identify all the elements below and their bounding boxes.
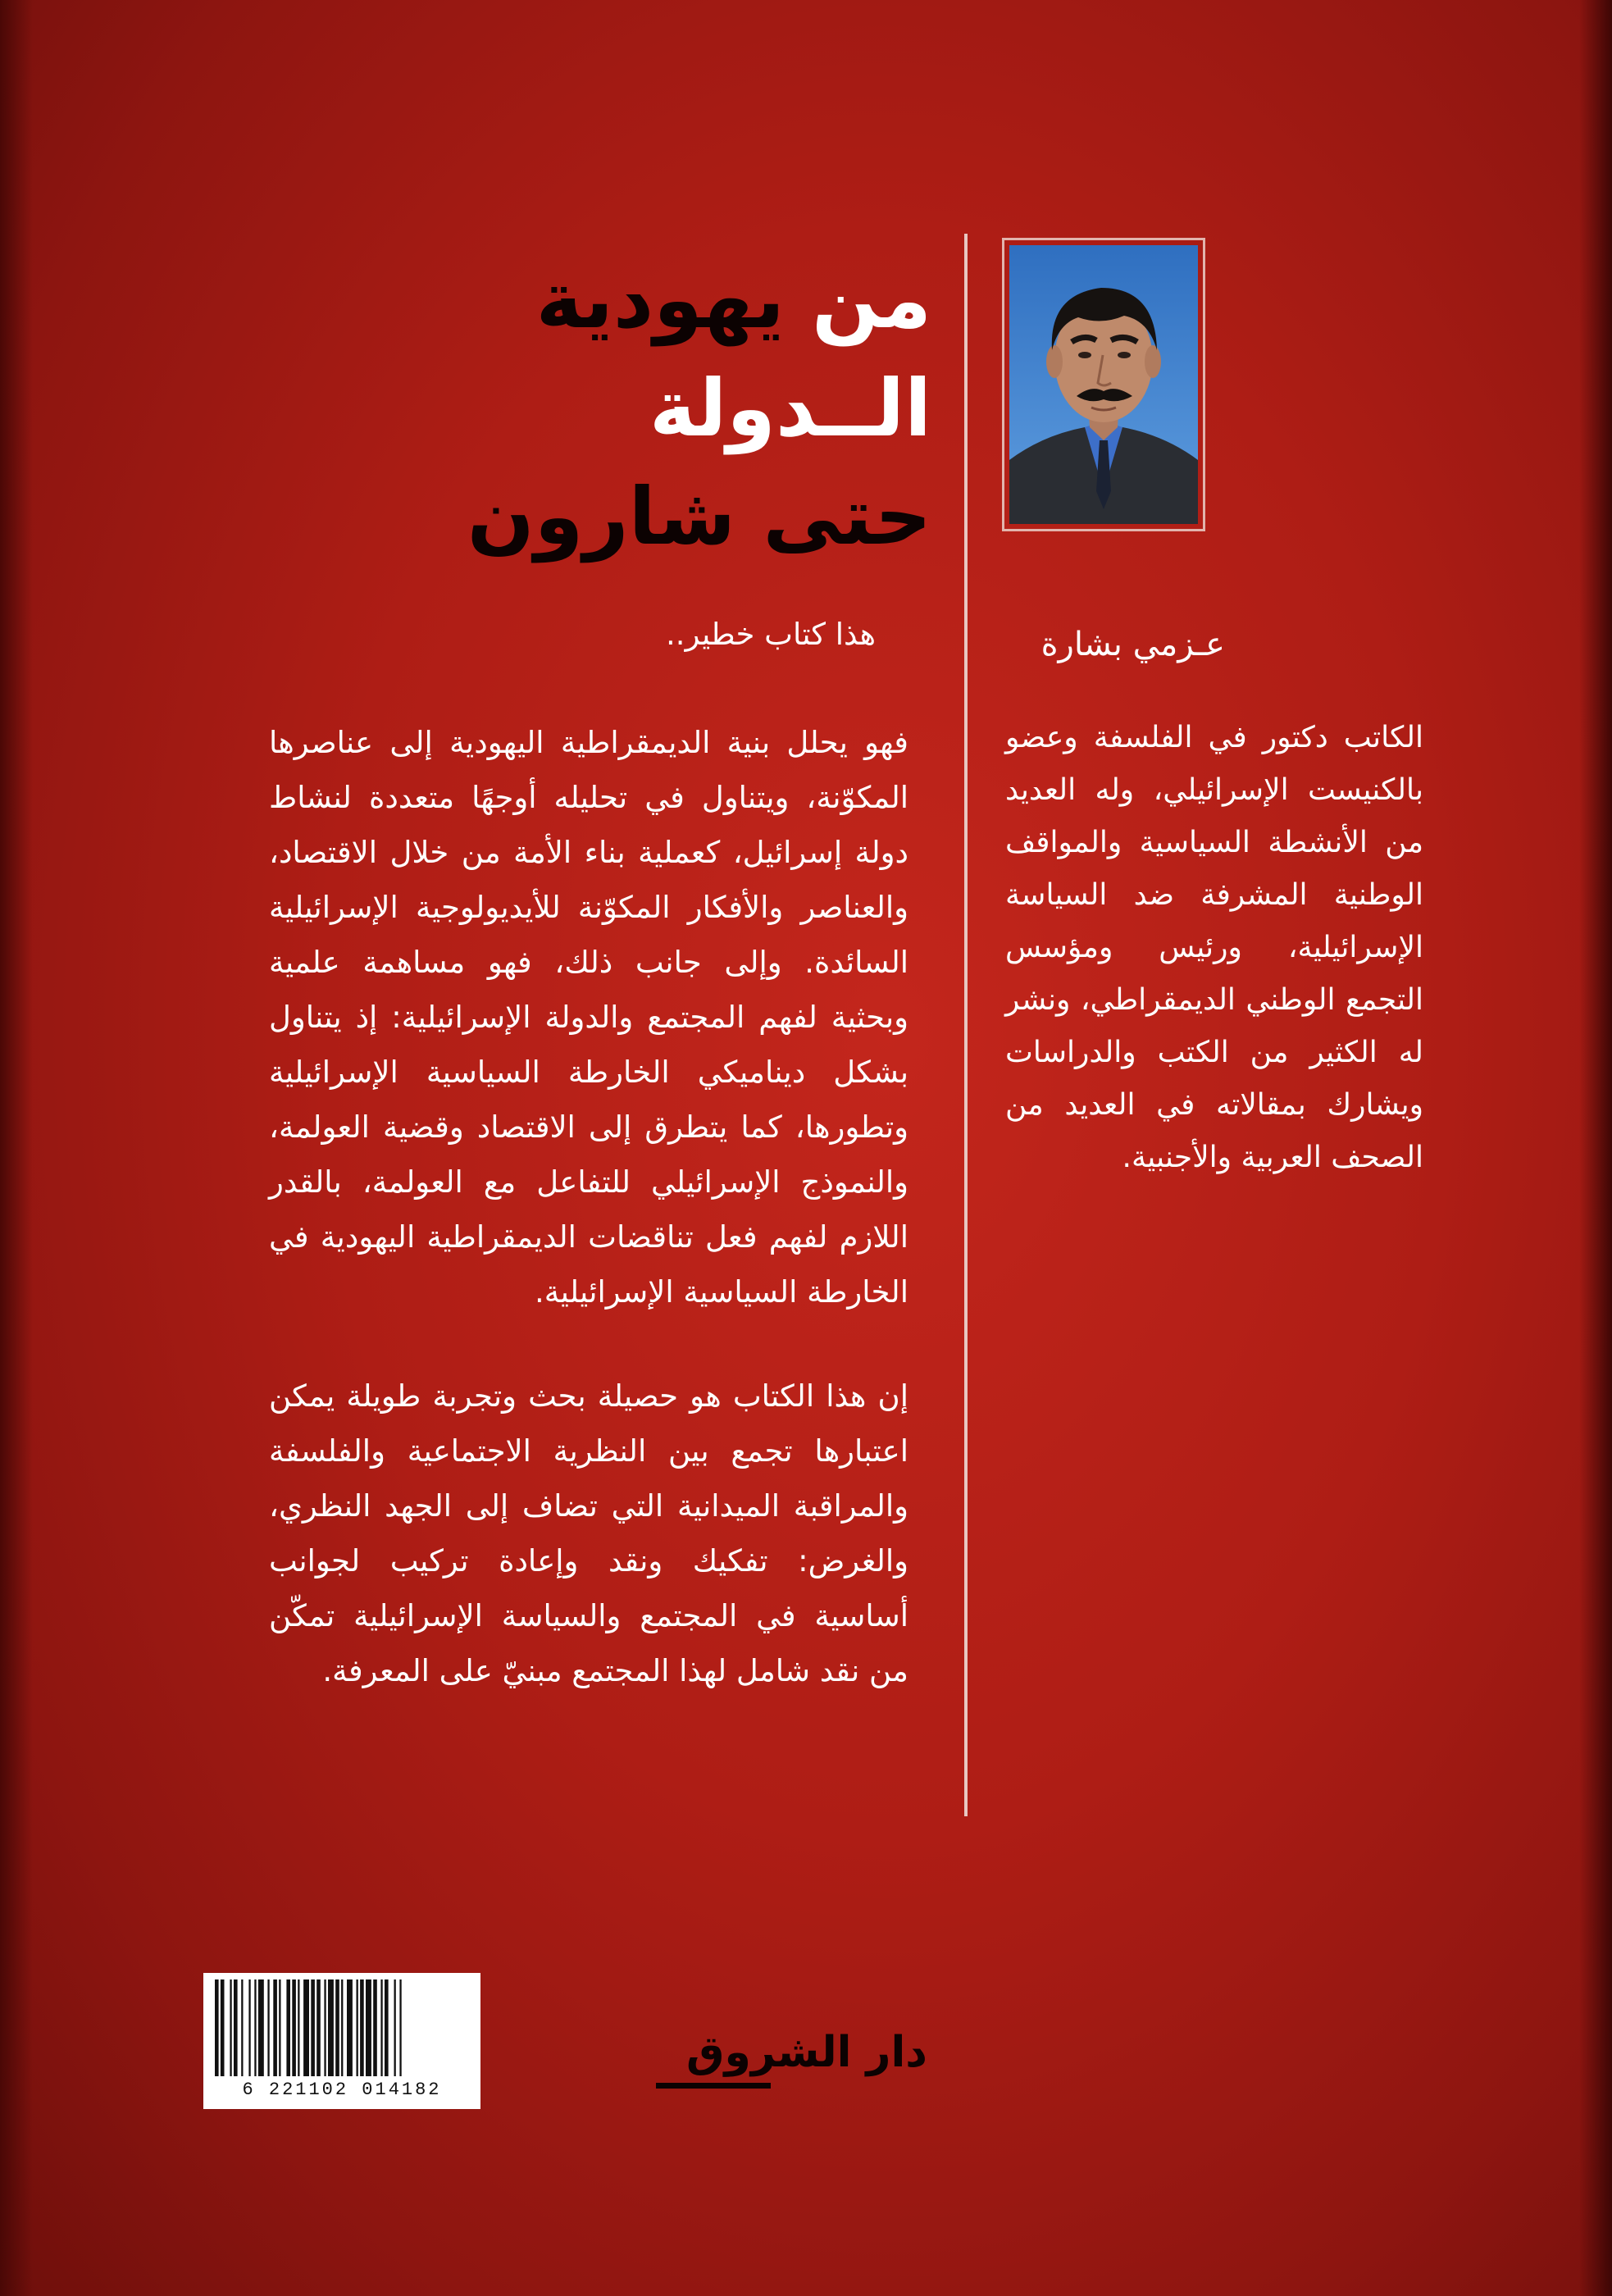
barcode-bar [215, 1979, 219, 2076]
barcode-bar [347, 1979, 353, 2076]
barcode-bar [360, 1979, 364, 2076]
author-photo [1002, 238, 1205, 531]
book-title [259, 246, 931, 571]
barcode-bar [254, 1979, 256, 2076]
barcode-bar [341, 1979, 343, 2076]
title-line-3 [259, 462, 931, 571]
barcode-bar [380, 1979, 382, 2076]
barcode-bar [335, 1979, 339, 2076]
title-word-yahudiya: يهودية [535, 254, 785, 346]
barcode-bar [373, 1979, 377, 2076]
barcode-bar [234, 1979, 238, 2076]
barcode-bar [248, 1979, 250, 2076]
barcode-bar [328, 1979, 334, 2076]
author-bio-text: الكاتب دكتور في الفلسفة وعضو بالكنيست الإسرائيلي، وله العديد من الأنشطة السياسية والمواقف الوطنية المشرفة ضد السياسة الإسرائيلية، ورئيس ومؤسس التجمع الوطني الديمقراطي، ونشر له الكثير من الكتب والدراسات ويشارك بمقالاته في العديد من الصحف العربية والأجنبية. [1005, 721, 1423, 1174]
barcode-bar [230, 1979, 231, 2076]
barcode-bar [258, 1979, 264, 2076]
barcode-bar [241, 1979, 243, 2076]
barcode-bar [221, 1979, 225, 2076]
author-name: عـزمي بشارة [1041, 626, 1225, 663]
title-line-2: الــدولة [649, 362, 931, 454]
barcode-bar [385, 1979, 389, 2076]
barcode-bar [399, 1979, 401, 2076]
author-bio [1005, 712, 1423, 1184]
title-word-min: من [812, 254, 931, 346]
barcode-bar [366, 1979, 371, 2076]
barcode-bar [316, 1979, 321, 2076]
publisher-logo-underline [656, 2083, 771, 2089]
column-divider [964, 234, 968, 1816]
barcode-bar [273, 1979, 277, 2076]
barcode-bars [212, 1979, 472, 2076]
title-word-sharon: شارون [467, 471, 736, 563]
publisher-logo: دار الشروق [686, 2028, 927, 2077]
blurb [269, 607, 908, 1698]
barcode-bar [324, 1979, 326, 2076]
barcode [203, 1973, 480, 2109]
barcode-bar [279, 1979, 280, 2076]
barcode-bar [286, 1979, 290, 2076]
blurb-paragraph-2: إن هذا الكتاب هو حصيلة بحث وتجربة طويلة يمكن اعتبارها تجمع بين النظرية الاجتماعية والفلسفة والمراقبة الميدانية التي تضاف إلى الجهد النظري، والغرض: تفكيك ونقد وإعادة تركيب لجوانب أساسية في المجتمع والسياسة الإسرائيلية تمكّن من نقد شامل لهذا المجتمع مبنيّ على المعرفة. [269, 1378, 908, 1688]
barcode-bar [311, 1979, 315, 2076]
title-line-1 [259, 246, 931, 354]
author-portrait-image [1009, 245, 1198, 524]
barcode-bar [394, 1979, 396, 2076]
barcode-bar [292, 1979, 296, 2076]
blurb-lead: هذا كتاب خطير.. [666, 617, 876, 652]
blurb-paragraph-1: فهو يحلل بنية الديمقراطية اليهودية إلى عناصرها المكوّنة، ويتناول في تحليله أوجهًا متعددة لنشاط دولة إسرائيل، كعملية بناء الأمة من خلال الاقتصاد، والعناصر والأفكار المكوّنة للأيديولوجية الإسرائيلية السائدة. وإلى جانب ذلك، فهو مساهمة علمية وبحثية لفهم المجتمع والدولة الإسرائيلية: إذ يتناول بشكل ديناميكي الخارطة السياسية الإسرائيلية وتطورها، كما يتطرق إلى الاقتصاد وقضية العولمة، والنموذج الإسرائيلي للتفاعل مع العولمة، بالقدر اللازم لفهم فعل تناقضات الديمقراطية اليهودية في الخارطة السياسية الإسرائيلية. [269, 725, 908, 1310]
barcode-bar [357, 1979, 358, 2076]
title-word-hatta: حتى [763, 471, 931, 563]
barcode-bar [298, 1979, 299, 2076]
barcode-number: 6 221102 014182 [242, 2080, 442, 2100]
barcode-bar [303, 1979, 309, 2076]
barcode-bar [267, 1979, 269, 2076]
